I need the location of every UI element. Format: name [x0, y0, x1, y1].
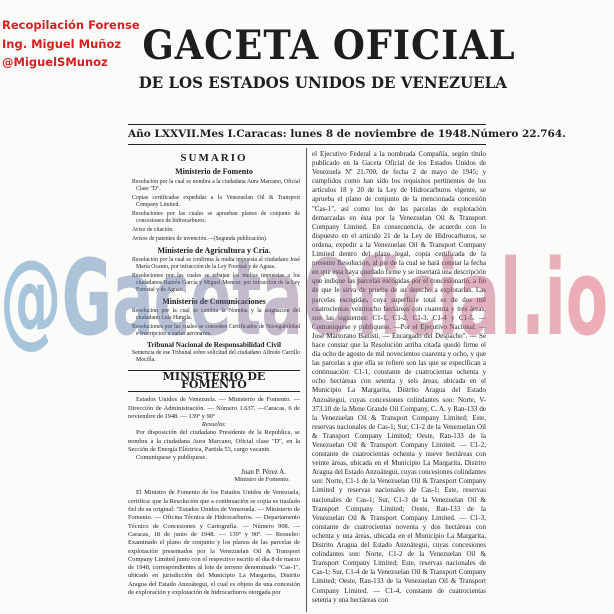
credit-line-handle: @MiguelSMunoz: [2, 55, 108, 69]
watermark-logo: [0, 245, 614, 358]
credit-line-author: Ing. Miguel Muñoz: [2, 36, 122, 51]
summary-section-head: Ministerio de Fomento: [175, 167, 253, 177]
ministry-heading: MINISTERIO DE FOMENTO: [128, 370, 300, 393]
body-paragraph: Estados Unidos de Venezuela. — Ministerio de Fomento. —Dirección de Administración. — Número 1.637. —Caracas, 6 de noviembre de 1948. — 139º y 90º: [128, 396, 300, 420]
dateline-date: Caracas: lunes 8 de noviembre de 1948.: [236, 128, 471, 140]
summary-item: Resoluciones por las cuales se aprueban planos de conjunto de concesiones de hidrocarburos.: [132, 210, 300, 224]
masthead-title: GACETA OFICIAL: [142, 22, 516, 69]
dateline: [128, 128, 566, 140]
masthead-subtitle: DE LOS ESTADOS UNIDOS DE VENEZUELA: [138, 73, 507, 92]
credit-line-compilation: Recopilación Forense: [2, 18, 140, 32]
dateline-number: Número 22.764.: [470, 128, 566, 140]
signature-title: Ministro de Fomento.: [234, 476, 290, 483]
summary-item: Aviso de citación.: [132, 226, 174, 233]
body-paragraph: Por disposición del ciudadano Presidente de la República, se nombra a la ciudadana Aura Marcano, Oficial clase "D", en la Sección de Energía Eléctrica, Partida 53, cargo vacante.: [128, 429, 300, 454]
summary-item: Copias certificadas expedidas a la Venezuelan Oil & Transport Company Limited.: [132, 194, 300, 208]
summary-item: Resoluciones por las cuales se rebajan las multas impuestas a los ciudadanos Ramón García y Miguel Moncur, por infracción de la Ley Forestal y de Aguas.: [132, 272, 300, 293]
summary-item: Sentencia de ese Tribunal sobre solicitud del ciudadano Alfredo Carrillo Mocilla.: [132, 349, 300, 363]
masthead-rule-top: [128, 124, 486, 125]
resolved-label: Resuelto:: [201, 421, 227, 429]
left-column: [128, 150, 300, 597]
summary-section-head: Ministerio de Agricultura y Cría.: [157, 245, 271, 255]
credits-overlay: [2, 16, 152, 72]
summary-heading: SUMARIO: [180, 152, 248, 164]
summary-tribunal-head: Tribunal Nacional de Responsabilidad Civil: [146, 341, 282, 350]
summary-section-head: Ministerio de Comunicaciones: [162, 296, 266, 306]
watermark-text: @GacetaOficial.io: [0, 248, 608, 358]
masthead-rule-bottom: [128, 144, 486, 145]
summary-item: Resoluciones por las cuales se conceden Certificados de Navegabilidad e Inscripción a varias aeronaves.: [132, 324, 300, 338]
body-paragraph: Comuníquese y publíquese.: [136, 454, 207, 462]
column-divider: [306, 148, 307, 612]
dateline-month: Mes I.: [199, 128, 237, 140]
signature-name: Juan P. Pérez A.: [241, 467, 286, 476]
summary-item: Resolución por la cual se cambia la Nomina y la asignación del ciudadano Luis Hurgila.: [132, 308, 300, 322]
dateline-year: Año LXXVII.: [128, 128, 200, 140]
right-column: [312, 150, 486, 605]
summary-item: Resolución por la cual se confirma la multa impuesta al ciudadano José María Ocanto, por infracción de la Ley Forestal y de Aguas.: [132, 256, 300, 270]
summary-item: Avisos de patentes de invención.—(Segunda publicación).: [132, 235, 268, 242]
body-paragraph: el Ejecutivo Federal a la nombrada Compañía, según título publicado en la Gaceta Oficial de los Estados Unidos de Venezuela Nº 21.700, de fecha 2 de mayo de 1945; y cumplidos como han sido los requisitos pertinentes de los artículos 18 y 20 de la Ley de Hidrocarburos vigente, se aprueba el plano de conjunto de la mencionada concesión "Cas-1", así como los de las parcelas de explotación demarcadas en ésta por la Venezuelan Oil & Transport Company Limited. En consecuencia, de acuerdo con lo dispuesto en el artículo 21 de la Ley de Hidrocarburos, se ordena, expedir a la Venezuelan Oil & Transport Company Limited dentro del plazo legal, copia certificada de la presente Resolución, al pie de la cual se hará constar la fecha en que ésta haya quedado firme y se insertará una descripción que indique las parcelas escogidas por el concesionario, a fin de que le sirva de prueba de su derecho a explotarlas. Las parcelas escogidas, cuya superficie total es de dos mil cuatrocientas veintiocho hectáreas con cuarenta y tres áreas, son las siguientes: C1-1, C1-2, C1-3, C1-4 y C1-5. — Comuníquese y publíquese. —Por el Ejecutivo Nacional. — José Martorano Battisti. — Encargado del Despacho". — Se hace constar que la Resolución arriba citada quedó firme el día ocho de agosto de mil novecientos cuarenta y ocho, y que las parcelas a que ella se refiere son las que se especifican a continuación: C1-1, constante de cuatrocientas ochenta y ocho hectáreas con setenta y seis áreas, ubicada en el Municipio La Margarita, Distrito Aragua del Estado Anzoátegui, cuyas concesiones colindantes son: Norte, V-373.10 de la Mene Grande Oil Company, C. A. y Ran-133 de la Venezuelan Oil & Transport Company Limited; Este, reservas nacionales de Cas-1; Sur, C1-2 de la Venezuelan Oil & Transport Company Limited; Oeste, Ran-133 de la Venezuelan Oil & Transport Company Limited. — C1-2, constante de cuatrocientas ochenta y nueve hectáreas con veinte áreas, ubicada en el Municipio La Margarita, Distrito Aragua del Estado Anzoátegui, cuyas concesiones colindantes son: Norte, C1-1 de la Venezuelan Oil & Transport Company Limited y reservas nacionales de Cas-1; Este, reservas nacionales de Cas-1; Sur, C1-3 de la Venezuelan Oil & Transport Company Limited; Oeste, Ran-133 de la Venezuelan Oil & Transport Company Limited. — C1-3, constante de cuatrocientas noventa y dos hectáreas con ochenta y una áreas, ubicada en el Municipio La Margarita, Distrito Aragua del Estado Anzoátegui, cuyas concesiones colindantes son: Norte, C1-2 de la Venezuelan Oil & Transport Company Limited; Este, reservas nacionales de Cas-1; Sur, C1-4 de la Venezuelan Oil & Transport Company Limited; Oeste, Ran-133 de la Venezuelan Oil & Transport Company Limited. — C1-4, constante de cuatrocientas setenta y una hectáreas con: [312, 150, 486, 604]
body-paragraph: El Ministro de Fomento de los Estados Unidos de Venezuela, certifica: que la Resolución que a continuación se copia es traslado fiel de su original: "Estados Unidos de Venezuela. — Ministerio de Fomento. — Oficina Técnica de Hidrocarburos. — Departamento Técnico de Concesiones y Cartografía. — Número 908. — Caracas, 18 de junio de 1948. — 139º y 90º. — Resuelto: Examinado el plano de conjunto y los planos de las parcelas de explotación presentados por la Venezuelan Oil & Transport Company Limited junto con el respectivo escrito el día 8 de marzo de 1948, correspondientes al lote de terreno denominado "Cas-1", ubicado en jurisdicción del Municipio La Margarita, Distrito Aragua del Estado Anzoátegui, el cual es objeto de una concesión de exploración y explotación de hidrocarburos otorgada por: [128, 489, 300, 597]
masthead: [128, 8, 516, 94]
summary-item: Resolución por la cual se nombra a la ciudadana Aura Marcano, Oficial Clase "D".: [132, 178, 300, 192]
